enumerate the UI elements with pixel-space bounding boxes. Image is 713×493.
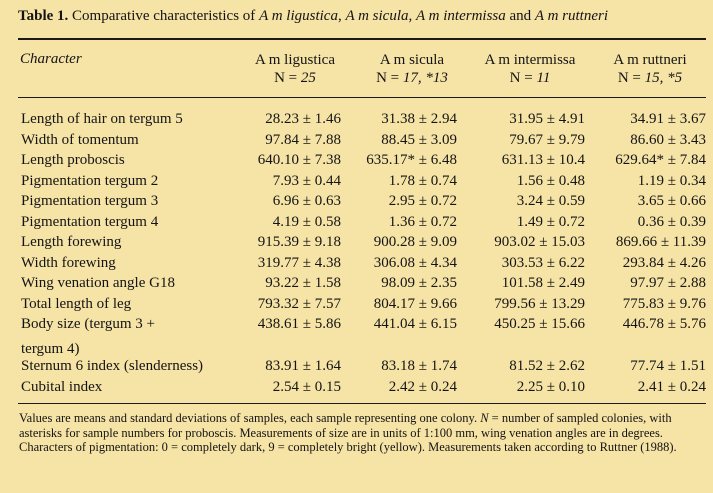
cell-ligustica: 83.91 ± 1.64 [265, 358, 341, 374]
title-species-1: A m ligustica [259, 8, 338, 24]
cell-intermissa: 1.56 ± 0.48 [516, 172, 585, 189]
row-label: Length forewing [21, 234, 122, 250]
cell-sicula: 31.38 ± 2.94 [381, 111, 457, 127]
table-row [0, 173, 713, 193]
cell-intermissa: 31.95 ± 4.91 [509, 111, 585, 127]
cell-ligustica: 4.19 ± 0.58 [272, 213, 341, 230]
cell-ruttneri: 86.60 ± 3.43 [630, 131, 706, 148]
row-label: Length proboscis [21, 152, 125, 168]
cell-ruttneri: 629.64* ± 7.84 [615, 152, 706, 168]
column-name: A m ruttneri [613, 52, 687, 68]
cell-intermissa: 631.13 ± 10.4 [501, 152, 585, 168]
table-row [0, 152, 713, 172]
cell-ligustica: 438.61 ± 5.86 [257, 316, 341, 332]
cell-intermissa: 303.53 ± 6.22 [501, 254, 585, 271]
table-row [0, 296, 713, 316]
column-header-ligustica [240, 51, 350, 87]
bottom-rule [18, 403, 706, 404]
cell-ligustica: 793.32 ± 7.57 [257, 295, 341, 312]
table-title [18, 8, 608, 25]
row-label-continuation: tergum 4) [21, 341, 80, 357]
table-row [0, 132, 713, 152]
table-row [0, 379, 713, 399]
cell-sicula: 2.42 ± 0.24 [388, 378, 457, 395]
column-name: A m intermissa [484, 52, 576, 68]
cell-intermissa: 450.25 ± 15.66 [494, 316, 585, 332]
table-row [0, 193, 713, 213]
table-row [0, 358, 713, 378]
cell-sicula: 804.17 ± 9.66 [373, 295, 457, 312]
cell-ligustica: 28.23 ± 1.46 [265, 111, 341, 127]
footnote-n-symbol: N [480, 411, 489, 425]
title-species-4: A m ruttneri [534, 8, 608, 24]
top-rule [18, 38, 706, 40]
cell-sicula: 88.45 ± 3.09 [381, 131, 457, 148]
cell-ruttneri: 775.83 ± 9.76 [622, 295, 706, 312]
table-number: Table 1. [18, 8, 69, 24]
cell-ligustica: 97.84 ± 7.88 [265, 131, 341, 148]
table-row [0, 214, 713, 234]
cell-ruttneri: 1.19 ± 0.34 [637, 172, 706, 189]
cell-intermissa: 903.02 ± 15.03 [494, 234, 585, 250]
cell-ruttneri: 77.74 ± 1.51 [630, 358, 706, 374]
cell-sicula: 306.08 ± 4.34 [373, 254, 457, 271]
title-sep-2: , [408, 8, 417, 24]
row-label: Body size (tergum 3 + [21, 316, 155, 332]
cell-ruttneri: 0.36 ± 0.39 [637, 213, 706, 230]
column-header-intermissa [470, 51, 590, 87]
row-label: Pigmentation tergum 4 [21, 213, 159, 230]
cell-sicula: 2.95 ± 0.72 [388, 193, 457, 209]
table-row [0, 316, 713, 336]
cell-ruttneri: 3.65 ± 0.66 [637, 193, 706, 209]
title-and: and [505, 8, 535, 24]
cell-sicula: 98.09 ± 2.35 [381, 275, 457, 291]
column-n: N = 17, *13 [376, 70, 448, 86]
row-label: Total length of leg [21, 295, 132, 312]
row-label: Width forewing [21, 254, 116, 271]
cell-ruttneri: 293.84 ± 4.26 [622, 254, 706, 271]
cell-sicula: 83.18 ± 1.74 [381, 358, 457, 374]
row-label: Length of hair on tergum 5 [21, 111, 183, 127]
column-name: A m ligustica [255, 52, 335, 68]
cell-intermissa: 81.52 ± 2.62 [509, 358, 585, 374]
cell-ruttneri: 2.41 ± 0.24 [637, 378, 706, 395]
table-footnote: Values are means and standard deviations of samples, each sample representing one colony. N = number of sampled colonies, with asterisks for sample numbers for proboscis. Measurements of size are in units of 1:100 mm, wing venation angles are in degrees. Characters of pigmentation: 0 = completely dark, 9 = completely bright (yellow). Measurements taken according to Ruttner (1988). [19, 411, 677, 454]
cell-sicula: 635.17* ± 6.48 [366, 152, 457, 168]
row-label: Width of tomentum [21, 131, 139, 148]
cell-intermissa: 3.24 ± 0.59 [516, 193, 585, 209]
cell-sicula: 1.36 ± 0.72 [388, 213, 457, 230]
character-header: Character [20, 51, 82, 67]
column-header-sicula [362, 51, 462, 87]
table-row [0, 111, 713, 131]
column-name: A m sicula [379, 52, 445, 68]
row-label: Cubital index [21, 378, 103, 395]
cell-intermissa: 2.25 ± 0.10 [516, 378, 585, 395]
cell-ligustica: 93.22 ± 1.58 [265, 275, 341, 291]
column-n: N = 15, *5 [617, 70, 683, 86]
cell-ruttneri: 446.78 ± 5.76 [622, 316, 706, 332]
row-label: Wing venation angle G18 [21, 275, 175, 291]
title-species-3: A m intermissa [416, 8, 506, 24]
column-n: N = 11 [509, 70, 551, 86]
cell-intermissa: 799.56 ± 13.29 [494, 295, 585, 312]
cell-sicula: 900.28 ± 9.09 [373, 234, 457, 250]
cell-ligustica: 2.54 ± 0.15 [272, 378, 341, 395]
table-row [0, 275, 713, 295]
cell-ligustica: 640.10 ± 7.38 [257, 152, 341, 168]
column-n: N = 25 [274, 70, 316, 86]
row-label: Pigmentation tergum 3 [21, 193, 159, 209]
cell-sicula: 1.78 ± 0.74 [388, 172, 457, 189]
title-sep-1: , [337, 8, 346, 24]
cell-ligustica: 7.93 ± 0.44 [272, 172, 341, 189]
header-rule [18, 97, 706, 98]
cell-intermissa: 1.49 ± 0.72 [516, 213, 585, 230]
title-species-2: A m sicula [345, 8, 409, 24]
cell-intermissa: 101.58 ± 2.49 [501, 275, 585, 291]
cell-ruttneri: 34.91 ± 3.67 [630, 111, 706, 127]
cell-ruttneri: 97.97 ± 2.88 [630, 275, 706, 291]
table-row [0, 234, 713, 254]
cell-ligustica: 915.39 ± 9.18 [257, 234, 341, 250]
column-header-ruttneri [598, 51, 702, 87]
cell-sicula: 441.04 ± 6.15 [373, 316, 457, 332]
title-text: Comparative characteristics of [68, 8, 260, 24]
cell-intermissa: 79.67 ± 9.79 [509, 131, 585, 148]
row-label: Sternum 6 index (slenderness) [21, 358, 204, 374]
row-label: Pigmentation tergum 2 [21, 172, 159, 189]
cell-ligustica: 319.77 ± 4.38 [257, 254, 341, 271]
cell-ligustica: 6.96 ± 0.63 [272, 193, 341, 209]
cell-ruttneri: 869.66 ± 11.39 [615, 234, 706, 250]
table-row [0, 255, 713, 275]
